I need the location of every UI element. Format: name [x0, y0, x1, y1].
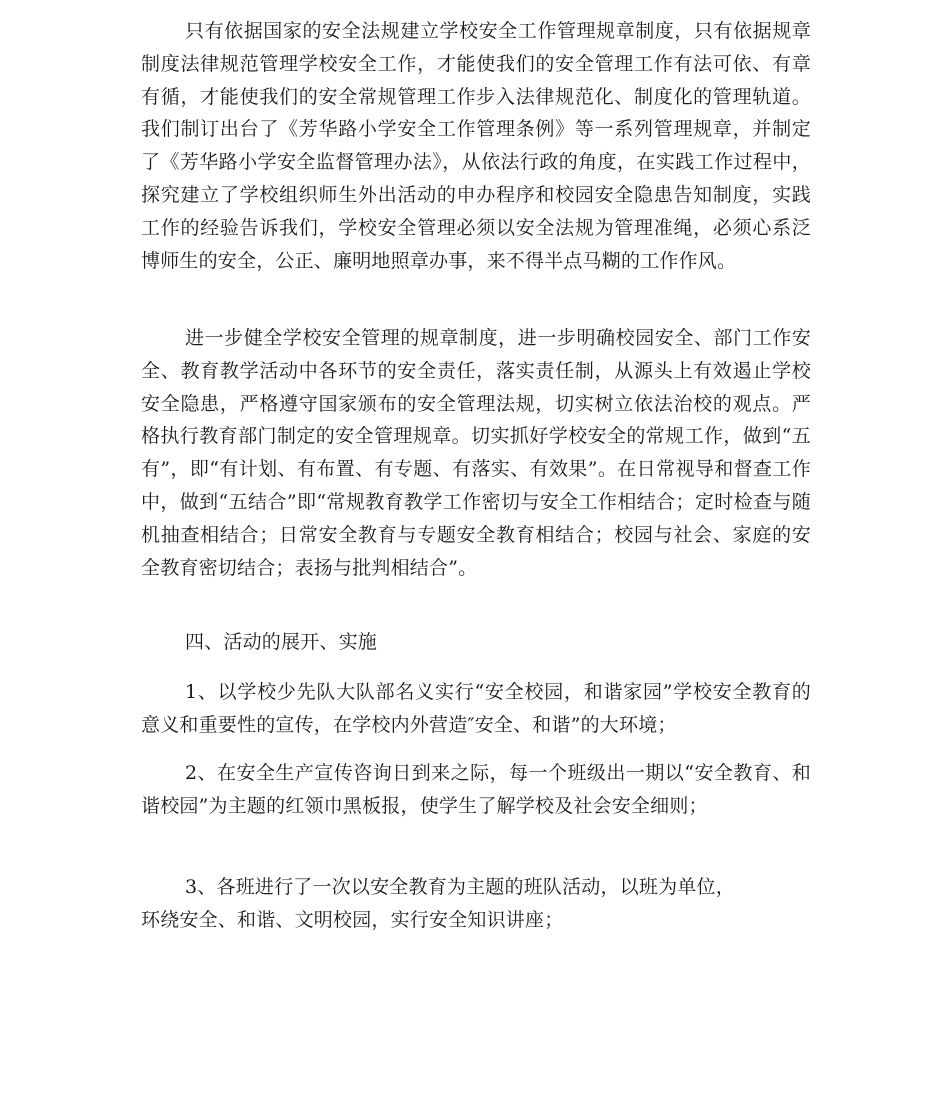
list-item-3	[141, 871, 811, 937]
section-heading: 四、活动的展开、实施	[185, 631, 378, 653]
body-paragraph-1: 只有依据国家的安全法规建立学校安全工作管理规章制度，只有依据规章制度法律规范管理学校安全工作，才能使我们的安全管理工作有法可依、有章有循，才能使我们的安全常规管理工作步入法律规范化、制度化的管理轨道。我们制订出台了《芳华路小学安全工作管理条例》等一系列管理规章，并制定了《芳华路小学安全监督管理办法》，从依法行政的角度，在实践工作过程中，探究建立了学校组织师生外出活动的申办程序和校园安全隐患告知制度，实践工作的经验告诉我们，学校安全管理必须以安全法规为管理准绳，必须心系泛博师生的安全，公正、廉明地照章办事，来不得半点马糊的工作作风。	[141, 20, 811, 272]
body-paragraph-2: 进一步健全学校安全管理的规章制度，进一步明确校园安全、部门工作安全、教育教学活动中各环节的安全责任，落实责任制，从源头上有效遏止学校安全隐患，严格遵守国家颁布的安全管理法规，切实树立依法治校的观点。严格执行教育部门制定的安全管理规章。切实抓好学校安全的常规工作，做到“五有”，即“有计划、有布置、有专题、有落实、有效果”。在日常视导和督查工作中，做到“五结合”即“常规教育教学工作密切与安全工作相结合；定时检查与随机抽查相结合；日常安全教育与专题安全教育相结合；校园与社会、家庭的安全教育密切结合；表扬与批判相结合”。	[141, 327, 811, 579]
list-item-2: 2、在安全生产宣传咨询日到来之际，每一个班级出一期以“安全教育、和谐校园”为主题的红领巾黑板报，使学生了解学校及社会安全细则；	[141, 762, 811, 817]
list-item-1: 1、以学校少先队大队部名义实行“安全校园，和谐家园”学校安全教育的意义和重要性的宣传，在学校内外营造″安全、和谐”的大环境；	[141, 681, 811, 736]
list-item-3-line-1: 3、各班进行了一次以安全教育为主题的班队活动，以班为单位，	[185, 876, 735, 898]
list-item-3-line-2: 环绕安全、和谐、文明校园，实行安全知识讲座；	[141, 908, 564, 931]
